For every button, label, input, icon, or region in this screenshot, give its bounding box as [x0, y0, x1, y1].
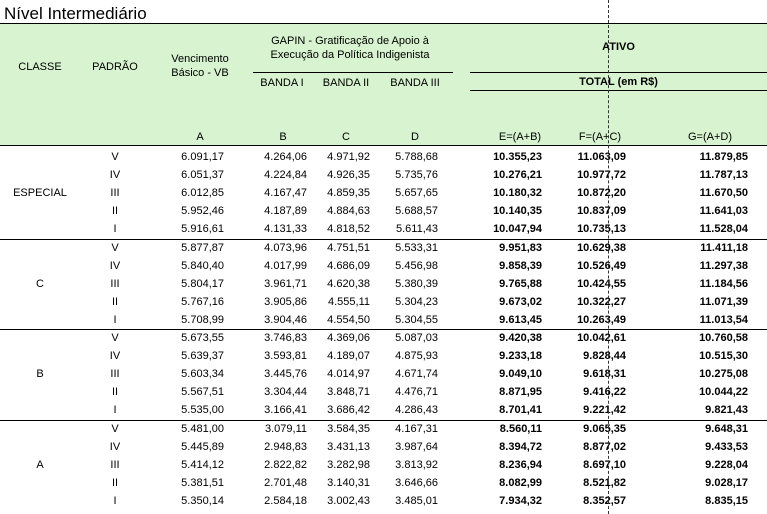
cell-banda3: 5.735,76: [395, 169, 438, 182]
cell-banda1: 3.746,83: [264, 332, 307, 344]
cell-total-e: 9.765,88: [499, 277, 542, 290]
cell-banda1: 4.131,33: [264, 223, 307, 236]
cell-total-g: 9.228,04: [705, 458, 748, 471]
cell-banda3: 5.788,68: [395, 151, 438, 163]
cell-banda3: 4.286,43: [395, 404, 438, 417]
cell-total-f: 10.322,27: [577, 295, 626, 308]
cell-vb: 5.445,89: [181, 440, 224, 453]
cell-banda2: 3.686,42: [327, 404, 370, 417]
cell-total-g: 11.411,18: [700, 241, 748, 254]
cell-banda1: 3.904,46: [264, 313, 307, 326]
header-vencimento-line1: Vencimento: [171, 53, 229, 65]
cell-total-e: 9.420,38: [499, 332, 542, 344]
cell-banda3: 3.485,01: [395, 494, 438, 507]
cell-padrao: II: [111, 476, 119, 489]
cell-banda3: 4.671,74: [395, 368, 438, 381]
ativo-underline: [470, 72, 767, 73]
header-padrao: PADRÃO: [92, 61, 138, 73]
cell-banda2: 3.431,13: [327, 440, 370, 453]
cell-banda3: 5.533,31: [395, 241, 438, 254]
cell-total-f: 10.735,13: [577, 223, 626, 236]
cell-total-f: 9.618,31: [583, 368, 626, 381]
cell-banda2: 4.369,06: [327, 332, 370, 344]
cell-banda2: 4.554,50: [327, 313, 370, 326]
cell-banda3: 5.304,23: [395, 295, 438, 308]
cell-total-g: 10.275,08: [699, 368, 748, 381]
cell-banda3: 4.875,93: [395, 350, 438, 363]
cell-total-f: 10.424,55: [577, 277, 626, 290]
cell-padrao: II: [111, 386, 119, 399]
header-bottom-rule: [0, 145, 767, 146]
cell-total-e: 8.871,95: [499, 386, 542, 399]
cell-banda1: 2.822,82: [264, 458, 307, 471]
cell-total-e: 10.140,35: [493, 205, 542, 218]
cell-banda2: 3.282,98: [327, 458, 370, 471]
cell-banda2: 4.926,35: [327, 169, 370, 182]
cell-banda2: 4.859,35: [327, 187, 370, 200]
table-header: [0, 23, 767, 145]
cell-total-f: 9.065,35: [583, 422, 626, 435]
cell-padrao: I: [113, 223, 117, 236]
cell-banda2: 3.140,31: [327, 476, 370, 489]
cell-total-f: 9.828,44: [583, 350, 626, 363]
cell-total-g: 11.787,13: [699, 169, 748, 182]
cell-total-g: 10.760,58: [699, 332, 748, 344]
cell-vb: 5.567,51: [181, 386, 224, 399]
cell-total-f: 10.629,38: [577, 241, 626, 254]
cell-banda1: 4.264,06: [264, 151, 307, 163]
header-banda-1: BANDA I: [260, 77, 304, 89]
header-col-e: E=(A+B): [498, 131, 542, 143]
cell-vb: 6.012,85: [181, 187, 224, 200]
total-underline: [470, 90, 767, 91]
cell-vb: 5.840,40: [181, 259, 224, 272]
cell-total-f: 10.526,49: [577, 259, 626, 272]
cell-total-e: 9.673,02: [499, 295, 542, 308]
cell-total-f: 10.977,72: [577, 169, 626, 182]
cell-banda2: 4.686,09: [327, 259, 370, 272]
cell-padrao: IV: [109, 350, 121, 363]
cell-vb: 5.916,61: [181, 223, 224, 236]
cell-total-f: 10.263,49: [577, 313, 626, 326]
cell-padrao: I: [113, 494, 117, 507]
cell-vb: 5.877,87: [181, 241, 224, 254]
dashed-guide-line: [608, 0, 609, 514]
cell-banda2: 4.751,51: [327, 241, 370, 254]
cell-total-g: 9.433,53: [705, 440, 748, 453]
cell-banda3: 5.456,98: [395, 259, 438, 272]
header-col-a: A: [196, 131, 204, 143]
page-title: Nível Intermediário: [4, 4, 147, 23]
classe-label: C: [36, 277, 44, 290]
header-total: TOTAL (em R$): [579, 76, 658, 88]
cell-total-f: 8.697,10: [583, 458, 626, 471]
header-banda-3: BANDA III: [390, 77, 440, 89]
classe-label: ESPECIAL: [13, 187, 67, 200]
cell-vb: 5.804,17: [181, 277, 224, 290]
header-gapin-line1: GAPIN - Gratificação de Apoio à: [271, 35, 429, 47]
cell-total-g: 11.641,03: [699, 205, 748, 218]
header-col-f: F=(A+C): [578, 131, 622, 143]
cell-vb: 5.603,34: [181, 368, 224, 381]
cell-banda3: 5.380,39: [395, 277, 438, 290]
cell-total-g: 11.297,38: [699, 259, 748, 272]
cell-total-e: 10.180,32: [493, 187, 542, 200]
classe-label: A: [36, 458, 44, 471]
cell-total-g: 9.028,17: [705, 476, 748, 489]
cell-padrao: V: [111, 151, 119, 163]
cell-vb: 5.673,55: [181, 332, 224, 344]
cell-total-g: 9.648,31: [705, 422, 748, 435]
cell-total-f: 10.042,61: [577, 332, 626, 344]
cell-total-g: 11.071,39: [699, 295, 748, 308]
cell-total-g: 11.184,56: [699, 277, 748, 290]
header-col-g: G=(A+D): [687, 131, 732, 143]
cell-padrao: V: [111, 422, 119, 435]
header-banda-2: BANDA II: [322, 77, 370, 89]
header-gapin-line2: Execução da Política Indigenista: [270, 49, 430, 61]
cell-total-g: 9.821,43: [705, 404, 748, 417]
cell-total-e: 8.394,72: [499, 440, 542, 453]
cell-total-f: 10.872,20: [577, 187, 626, 200]
cell-banda2: 3.002,43: [327, 494, 370, 507]
cell-vb: 5.481,00: [181, 422, 224, 435]
cell-banda2: 4.555,11: [327, 295, 370, 308]
cell-total-g: 8.835,15: [705, 494, 748, 507]
cell-padrao: V: [111, 332, 119, 344]
cell-banda3: 4.167,31: [395, 422, 438, 435]
cell-banda1: 4.017,99: [264, 259, 307, 272]
group-divider: [0, 329, 767, 330]
cell-vb: 5.535,00: [181, 404, 224, 417]
cell-padrao: I: [113, 313, 117, 326]
cell-total-f: 9.416,22: [583, 386, 626, 399]
cell-total-g: 11.879,85: [699, 151, 748, 163]
cell-vb: 5.639,37: [181, 350, 224, 363]
cell-total-e: 9.951,83: [499, 241, 542, 254]
cell-vb: 5.350,14: [181, 494, 224, 507]
cell-padrao: V: [111, 241, 119, 254]
cell-banda3: 4.476,71: [395, 386, 438, 399]
cell-total-e: 10.276,21: [493, 169, 542, 182]
header-col-b: B: [279, 131, 287, 143]
cell-banda2: 4.818,52: [327, 223, 370, 236]
cell-banda3: 5.688,57: [395, 205, 438, 218]
cell-vb: 5.414,12: [181, 458, 224, 471]
cell-banda1: 3.905,86: [264, 295, 307, 308]
cell-banda2: 4.971,92: [327, 151, 370, 163]
cell-total-e: 8.082,99: [499, 476, 542, 489]
cell-padrao: II: [111, 205, 119, 218]
cell-banda1: 3.445,76: [264, 368, 307, 381]
cell-banda1: 3.961,71: [264, 277, 307, 290]
cell-banda3: 3.646,66: [395, 476, 438, 489]
cell-vb: 6.091,17: [181, 151, 224, 163]
cell-total-f: 8.352,57: [583, 494, 626, 507]
cell-vb: 5.708,99: [181, 313, 224, 326]
cell-vb: 5.952,46: [181, 205, 224, 218]
cell-banda2: 3.584,35: [327, 422, 370, 435]
cell-banda3: 3.813,92: [395, 458, 438, 471]
cell-total-e: 9.858,39: [499, 259, 542, 272]
cell-banda1: 4.073,96: [264, 241, 307, 254]
cell-total-e: 9.613,45: [499, 313, 542, 326]
cell-padrao: III: [110, 368, 120, 381]
classe-label: B: [36, 368, 44, 381]
cell-banda1: 2.584,18: [264, 494, 307, 507]
cell-banda1: 3.079,11: [264, 422, 307, 435]
cell-total-e: 7.934,32: [499, 494, 542, 507]
cell-vb: 6.051,37: [181, 169, 224, 182]
header-classe: CLASSE: [18, 61, 62, 73]
cell-banda2: 4.189,07: [327, 350, 370, 363]
cell-total-f: 8.521,82: [583, 476, 626, 489]
cell-total-f: 11.063,09: [577, 151, 626, 163]
cell-padrao: IV: [109, 440, 121, 453]
cell-total-g: 10.515,30: [699, 350, 748, 363]
cell-total-e: 9.233,18: [499, 350, 542, 363]
cell-banda2: 4.884,63: [327, 205, 370, 218]
cell-banda3: 3.987,64: [395, 440, 438, 453]
cell-total-e: 8.236,94: [499, 458, 542, 471]
cell-total-f: 9.221,42: [583, 404, 626, 417]
gapin-underline: [253, 72, 453, 73]
cell-total-g: 11.013,54: [699, 313, 748, 326]
cell-padrao: II: [111, 295, 119, 308]
cell-total-e: 9.049,10: [499, 368, 542, 381]
cell-banda2: 3.848,71: [327, 386, 370, 399]
cell-banda3: 5.611,43: [395, 223, 438, 236]
cell-banda3: 5.087,03: [395, 332, 438, 344]
cell-total-e: 8.701,41: [499, 404, 542, 417]
header-ativo: ATIVO: [602, 41, 635, 53]
cell-padrao: III: [110, 458, 120, 471]
cell-banda3: 5.657,65: [395, 187, 438, 200]
cell-banda1: 4.224,84: [264, 169, 307, 182]
cell-vb: 5.767,16: [181, 295, 224, 308]
header-col-d: D: [411, 131, 419, 143]
cell-banda1: 4.167,47: [264, 187, 307, 200]
header-col-c: C: [342, 131, 350, 143]
cell-vb: 5.381,51: [181, 476, 224, 489]
cell-padrao: IV: [109, 259, 121, 272]
header-top-rule: [0, 23, 767, 24]
cell-banda1: 2.948,83: [264, 440, 307, 453]
cell-total-f: 8.877,02: [583, 440, 626, 453]
cell-banda1: 2.701,48: [264, 476, 307, 489]
cell-total-e: 10.047,94: [493, 223, 542, 236]
cell-total-e: 10.355,23: [493, 151, 542, 163]
cell-total-g: 11.670,50: [699, 187, 748, 200]
cell-padrao: IV: [109, 169, 121, 182]
cell-padrao: III: [110, 187, 120, 200]
header-vencimento-line2: Básico - VB: [171, 67, 229, 79]
cell-padrao: III: [110, 277, 120, 290]
cell-total-f: 10.837,09: [577, 205, 626, 218]
cell-banda1: 4.187,89: [264, 205, 307, 218]
cell-padrao: I: [113, 404, 117, 417]
cell-total-e: 8.560,11: [499, 422, 542, 435]
cell-banda1: 3.166,41: [264, 404, 307, 417]
cell-banda1: 3.593,81: [264, 350, 307, 363]
cell-total-g: 11.528,04: [699, 223, 748, 236]
cell-banda2: 4.014,97: [327, 368, 370, 381]
cell-banda2: 4.620,38: [327, 277, 370, 290]
cell-banda1: 3.304,44: [264, 386, 307, 399]
cell-banda3: 5.304,55: [395, 313, 438, 326]
cell-total-g: 10.044,22: [699, 386, 748, 399]
